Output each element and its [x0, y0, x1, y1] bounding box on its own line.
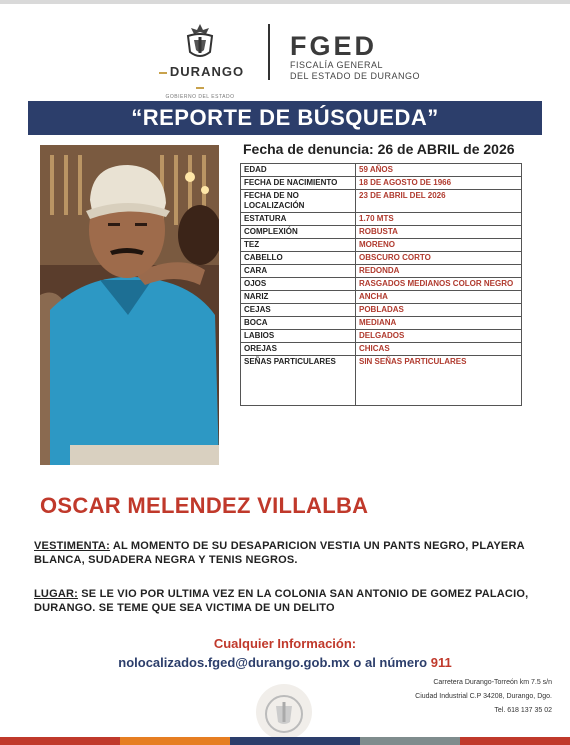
detail-row-birthdate [241, 177, 522, 190]
coat-of-arms-icon [179, 22, 221, 62]
detail-row-ears [241, 343, 522, 356]
detail-row-age [241, 164, 522, 177]
person-name: OSCAR MELENDEZ VILLALBA [40, 493, 369, 518]
detail-value: MEDIANA [356, 317, 522, 330]
details-table [240, 163, 522, 406]
missing-person-photo [40, 145, 219, 465]
place-paragraph [34, 587, 539, 615]
detail-row-eyebrows [241, 304, 522, 317]
detail-row-marks [241, 356, 522, 406]
contact-connector: o al número [353, 655, 428, 670]
contact-email-link[interactable]: nolocalizados.fged@durango.gob.mx [118, 655, 350, 670]
header [0, 18, 570, 100]
detail-label: CARA [241, 265, 356, 278]
detail-value: DELGADOS [356, 330, 522, 343]
durango-logo-subtitle: GOBIERNO DEL ESTADO [165, 94, 235, 100]
durango-logo [150, 22, 250, 100]
bottom-color-bar [0, 737, 570, 745]
detail-value: ROBUSTA [356, 226, 522, 239]
detail-label: OJOS [241, 278, 356, 291]
detail-value: 23 DE ABRIL DEL 2026 [356, 190, 522, 213]
fged-seal [256, 684, 312, 740]
address-line1: Carretera Durango-Torreón km 7.5 s/n [433, 679, 552, 686]
detail-label: NARIZ [241, 291, 356, 304]
detail-label: LABIOS [241, 330, 356, 343]
clothing-label: VESTIMENTA: [34, 540, 110, 552]
contact-title: Cualquier Información: [213, 636, 357, 651]
detail-label: OREJAS [241, 343, 356, 356]
clothing-paragraph [34, 539, 539, 567]
place-label: LUGAR: [34, 588, 78, 600]
detail-value: MORENO [356, 239, 522, 252]
detail-row-eyes [241, 278, 522, 291]
detail-value: SIN SEÑAS PARTICULARES [356, 356, 522, 406]
detail-row-face [241, 265, 522, 278]
address-line2: Ciudad Industrial C.P 34208, Durango, Dgo. [415, 693, 552, 700]
clothing-text: AL MOMENTO DE SU DESAPARICION VESTIA UN PANTS NEGRO, PLAYERA BLANCA, SUDADERA NEGRA Y TENIS NEGROS. [34, 540, 525, 566]
detail-value: OBSCURO CORTO [356, 252, 522, 265]
detail-label: FECHA DE NO LOCALIZACIÓN [241, 190, 356, 213]
detail-label: TEZ [241, 239, 356, 252]
person-photo-illustration [40, 145, 219, 465]
detail-row-nose [241, 291, 522, 304]
contact-line [0, 655, 570, 670]
fged-logo [290, 32, 420, 82]
top-border [0, 0, 570, 4]
header-divider [268, 24, 270, 80]
fged-acronym: FGED [290, 31, 378, 61]
detail-value: POBLADAS [356, 304, 522, 317]
detail-value: RASGADOS MEDIANOS COLOR NEGRO [356, 278, 522, 291]
detail-value: CHICAS [356, 343, 522, 356]
detail-label: FECHA DE NACIMIENTO [241, 177, 356, 190]
detail-label: ESTATURA [241, 213, 356, 226]
detail-row-height [241, 213, 522, 226]
detail-row-mouth [241, 317, 522, 330]
address-phone: Tel. 618 137 35 02 [494, 707, 552, 714]
detail-value: ANCHA [356, 291, 522, 304]
report-title-banner: “REPORTE DE BÚSQUEDA” [28, 101, 542, 135]
agency-address [415, 676, 552, 718]
durango-logo-text: DURANGO [169, 64, 245, 79]
detail-label: CEJAS [241, 304, 356, 317]
agency-name-line2: DEL ESTADO DE DURANGO [290, 71, 421, 81]
detail-value: REDONDA [356, 265, 522, 278]
detail-label: CABELLO [241, 252, 356, 265]
detail-label: EDAD [241, 164, 356, 177]
seal-icon [256, 684, 312, 740]
detail-label: COMPLEXIÓN [241, 226, 356, 239]
report-date: Fecha de denuncia: 26 de ABRIL de 2026 [243, 141, 515, 157]
detail-row-build [241, 226, 522, 239]
detail-row-skin [241, 239, 522, 252]
detail-value: 18 DE AGOSTO DE 1966 [356, 177, 522, 190]
place-text: SE LE VIO POR ULTIMA VEZ EN LA COLONIA SAN ANTONIO DE GOMEZ PALACIO, DURANGO. SE TEME QUE SEA VICTIMA DE UN DELITO [34, 588, 529, 614]
detail-label: SEÑAS PARTICULARES [241, 356, 356, 406]
contact-phone[interactable]: 911 [430, 655, 452, 670]
detail-row-hair [241, 252, 522, 265]
detail-label: BOCA [241, 317, 356, 330]
detail-row-missing-date [241, 190, 522, 213]
detail-value: 1.70 MTS [356, 213, 522, 226]
detail-value: 59 AÑOS [356, 164, 522, 177]
agency-name-line1: FISCALÍA GENERAL [290, 60, 384, 70]
detail-row-lips [241, 330, 522, 343]
